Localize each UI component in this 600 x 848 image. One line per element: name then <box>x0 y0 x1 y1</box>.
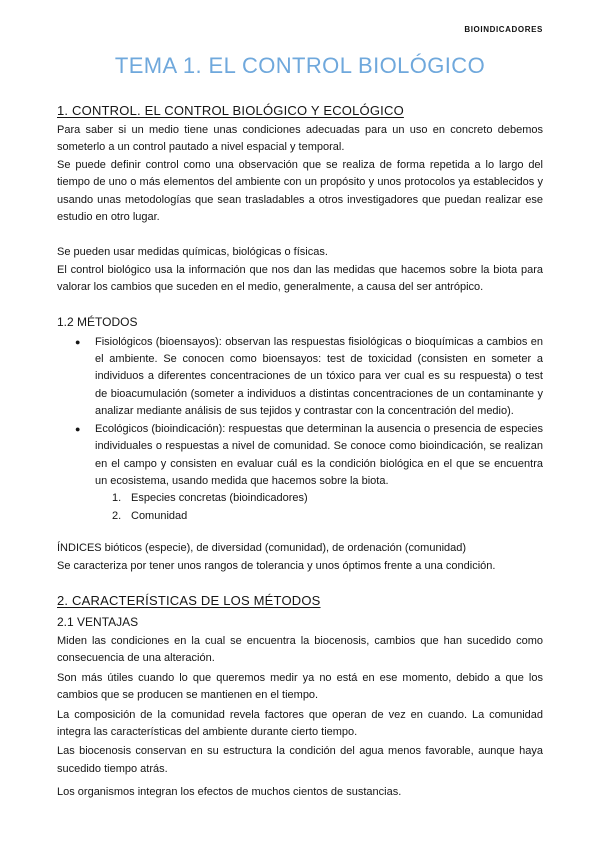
bullet-text: Fisiológicos (bioensayos): observan las respuestas fisiológicas o bioquímicas a cambios en el ambiente. Se conocen como bioensayos: test de toxicidad (consisten en someter a individuos a diferentes concentraciones de un tóxico para ver cual es su respuesta) o test de bioacumulación (someter a individuos a distintas concentraciones de un contaminante y analizar mediante análisis de sus tejidos y contrastar con la concentración del medio). <box>95 335 543 418</box>
paragraph: Se puede definir control como una observación que se realiza de forma repetida a lo largo del tiempo de uno o más elementos del ambiente con un propósito y unos protocolos ya establecidos y usando unas metodologías que sean trasladables a otros investigadores que puedan realizar ese estudio en otro lugar. <box>57 158 543 224</box>
bullet-item <box>57 421 543 491</box>
methods-numbered-list <box>57 490 543 525</box>
paragraph: Los organismos integran los efectos de muchos cientos de sustancias. <box>57 786 402 799</box>
document-title: TEMA 1. EL CONTROL BIOLÓGICO <box>114 53 486 78</box>
running-header: BIOINDICADORES <box>464 25 543 34</box>
paragraph: Las biocenosis conservan en su estructura la condición del agua menos favorable, aunque haya sucedido tiempo atrás. <box>57 745 543 775</box>
ventajas-subheading: 2.1 VENTAJAS <box>57 614 139 629</box>
paragraph: Para saber si un medio tiene unas condiciones adecuadas para un uso en concreto debemos someterlo a un control pautado a nivel espacial y temporal. <box>57 124 543 154</box>
numbered-item <box>57 508 543 525</box>
paragraph: ÍNDICES bióticos (especie), de diversidad (comunidad), de ordenación (comunidad) <box>57 542 467 555</box>
paragraph: Se pueden usar medidas químicas, biológicas o físicas. <box>57 246 328 259</box>
methods-bullet-list <box>57 334 543 491</box>
numbered-item <box>57 490 543 507</box>
section1-heading: 1. CONTROL. EL CONTROL BIOLÓGICO Y ECOLÓGICO <box>57 103 404 118</box>
item-number: 2. <box>112 509 122 522</box>
bullet-dot-icon: ● <box>75 336 81 347</box>
item-text: Especies concretas (bioindicadores) <box>131 492 308 505</box>
paragraph: La composición de la comunidad revela factores que operan de vez en cuando. La comunidad integra las características del ambiente durante cierto tiempo. <box>57 708 543 738</box>
bullet-dot-icon: ● <box>75 423 81 434</box>
section2-heading: 2. CARACTERÍSTICAS DE LOS MÉTODOS <box>57 592 321 608</box>
paragraph: Son más útiles cuando lo que queremos medir ya no está en ese momento, debido a que los cambios que se producen se mantienen en el tiempo. <box>57 671 543 702</box>
paragraph: Miden las condiciones en la cual se encuentra la biocenosis, cambios que han sucedido como consecuencia de una alteración. <box>57 634 543 665</box>
bullet-text: Ecológicos (bioindicación): respuestas que determinan la ausencia o presencia de especies individuales o respuestas a nivel de comunidad. Se conoce como bioindicación, se realizan en el campo y consisten en evaluar cuál es la condición biológica en el que se encuentra un ecosistema, usando medida que hacemos sobre la biota. <box>95 422 543 487</box>
methods-subheading: 1.2 MÉTODOS <box>57 314 138 329</box>
bullet-item <box>57 334 543 421</box>
item-number: 1. <box>112 492 122 505</box>
paragraph: El control biológico usa la información que nos dan las medidas que hacemos sobre la biota para valorar los cambios que suceden en el medio, generalmente, a causa del ser antrópico. <box>57 263 543 294</box>
paragraph: Se caracteriza por tener unos rangos de tolerancia y unos óptimos frente a una condición. <box>57 559 496 572</box>
item-text: Comunidad <box>131 509 188 522</box>
